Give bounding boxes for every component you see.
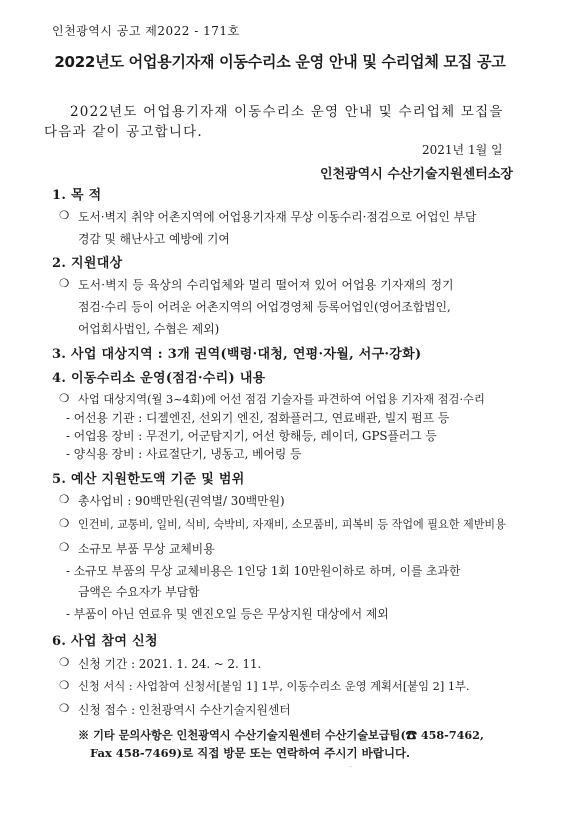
section-5-text: 인건비, 교통비, 일비, 식비, 숙박비, 자재비, 소모품비, 피복비 등 작업에 필요한 제반비용 [78,518,506,531]
section-5-text: 총사업비 : 90백만원(권역별/ 30백만원) [78,494,285,508]
section-6-text: 신청 접수 : 인천광역시 수산기술지원센터 [78,703,291,717]
section-5-subitem: - 소규모 부품의 무상 교체비용은 1인당 1회 10만원이하로 하며, 이를 초과한 [66,564,461,578]
intro-line-1: 2022년도 어업용기자재 이동수리소 운영 안내 및 수리업체 모집을 [70,104,504,120]
section-4-heading: 4. 이동수리소 운영(점검·수리) 내용 [52,371,266,386]
section-6-text: 신청 서식 : 사업참여 신청서[붙임 1] 1부, 이동수리소 운영 계획서[붙임 2] 1부. [78,680,470,693]
section-1-text: 경감 및 해난사고 예방에 기여 [78,232,230,246]
bullet-icon: ❍ [59,678,70,692]
section-1-heading: 1. 목 적 [52,188,102,203]
section-5-subitem: - 부품이 아닌 연료유 및 엔진오일 등은 무상지원 대상에서 제외 [66,607,389,621]
section-5-subitem: 금액은 수요자가 부담함 [78,585,200,599]
section-4-text: 사업 대상지역(월 3~4회)에 어선 점검 기술자를 파견하여 어업용 기자재 점검·수리 [78,393,485,406]
section-1-text: 도서·벽지 취약 어촌지역에 어업용기자재 무상 이동수리·점검으로 어업인 부담 [78,210,477,224]
page-title: 2022년도 어업용기자재 이동수리소 운영 안내 및 수리업체 모집 공고 [54,53,506,71]
bullet-icon: ❍ [59,208,70,222]
section-5-text: 소규모 부품 무상 교체비용 [78,542,215,556]
section-6-text: 신청 기간 : 2021. 1. 24. ~ 2. 11. [78,657,262,671]
section-2-text: 점검·수리 등이 어려운 어촌지역의 어업경영체 등록어업인(영어조합법인, [78,300,451,314]
section-2-text: 어업회사법인, 수협은 제외) [78,322,220,336]
intro-line-2: 다음과 같이 공고합니다. [44,124,203,140]
bullet-icon: ❍ [59,540,70,554]
bullet-icon: ❍ [59,516,70,530]
footnote-line-1: ※ 기타 문의사항은 인천광역시 수산기술지원센터 수산기술보급팀(☎ 458-7462, [78,728,484,742]
issuer-signature-line: 인천광역시 수산기술지원센터소장 [320,167,513,182]
bullet-icon: ❍ [59,655,70,669]
stray-mark: . [350,762,352,769]
notice-date: 2021년 1월 일 [422,143,503,157]
section-4-subitem: - 어업용 장비 : 무전기, 어군탐지기, 어선 항해등, 레이더, GPS플러그 등 [66,429,437,443]
footnote-line-2: Fax 458-7469)로 직접 방문 또는 연락하여 주시기 바랍니다. [90,746,411,760]
notice-number: 인천광역시 공고 제2022 - 171호 [52,24,240,38]
bullet-icon: ❍ [59,391,70,405]
section-4-subitem: - 어선용 기관 : 디젤엔진, 선외기 엔진, 점화플러그, 연료배관, 빌지 펌프 등 [66,411,450,425]
section-6-heading: 6. 사업 참여 신청 [52,634,158,649]
bullet-icon: ❍ [59,492,70,506]
section-3-heading: 3. 사업 대상지역 : 3개 권역(백령·대청, 연평·자월, 서구·강화) [52,347,422,362]
bullet-icon: ❍ [59,276,70,290]
section-4-subitem: - 양식용 장비 : 사료절단기, 냉동고, 베어링 등 [66,447,302,461]
bullet-icon: ❍ [59,701,70,715]
section-2-text: 도서·벽지 등 육상의 수리업체와 멀리 떨어져 있어 어업용 기자재의 정기 [78,278,454,292]
section-2-heading: 2. 지원대상 [52,256,123,271]
section-5-heading: 5. 예산 지원한도액 기준 및 범위 [52,472,245,487]
